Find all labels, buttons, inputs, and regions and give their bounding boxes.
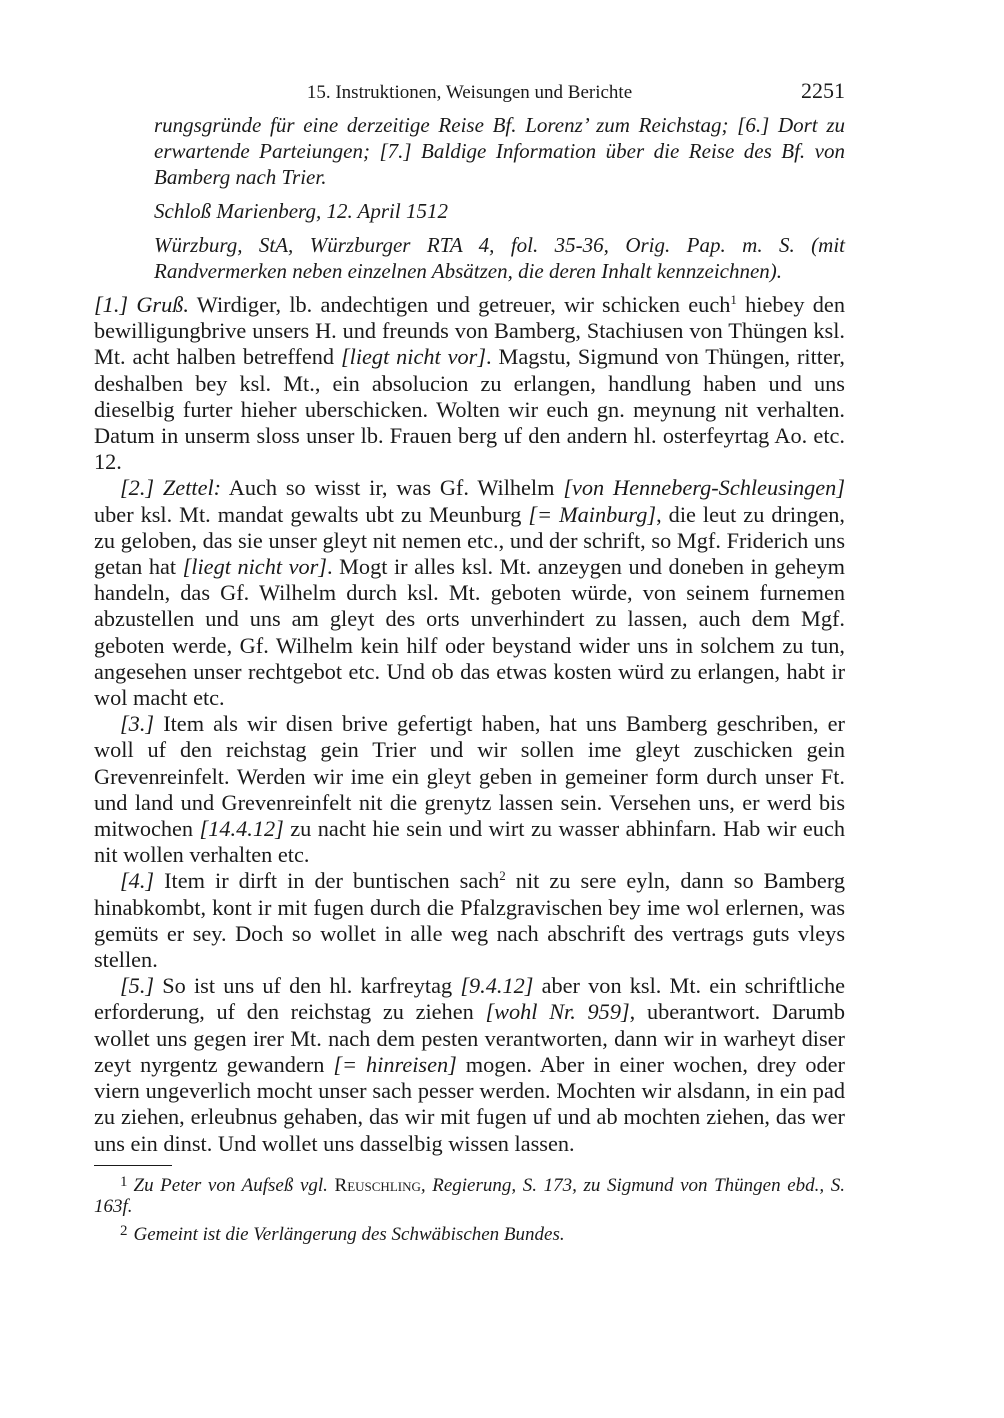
footnote-text: , Regierung, S. 173, zu Sigmund von Thüngen ebd., S. 163f. <box>94 1174 846 1217</box>
document-page <box>94 78 845 1249</box>
text-run: uber ksl. Mt. mandat gewalts ubt zu Meunburg <box>94 501 529 527</box>
text-run: nit zu sere eyln, dann so Bamberg hinabkombt, kont ir mit fugen durch die Pfalzgravischen bey ime wol erlernen, was gemüts er sey. Doch so wollet in alle weg nach abschrift des vertrags guts vleys stellen. <box>94 868 845 973</box>
paragraph-4 <box>94 868 845 973</box>
editorial-note: [= hinreisen] <box>333 1051 457 1077</box>
paragraph-2 <box>94 475 845 711</box>
footnote-text: Zu Peter von Aufseß vgl. <box>133 1174 335 1196</box>
paragraph-label: [3.] <box>120 711 155 737</box>
editorial-note: [von Henneberg-Schleusingen] <box>563 475 845 501</box>
editorial-note: [wohl Nr. 959] <box>485 999 630 1025</box>
footnote-ref[interactable]: 1 <box>730 292 737 307</box>
paragraph-1 <box>94 292 845 475</box>
place-date: Schloß Marienberg, 12. April 1512 <box>154 199 448 223</box>
editorial-note: [9.4.12] <box>460 973 534 999</box>
text-run: hiebey den bewilligungbrive unsers H. und freunds von Bamberg, Stachiusen von Thüngen ksl. Mt. acht halben betreffend <box>94 292 845 370</box>
editorial-note: [14.4.12] <box>199 816 284 842</box>
editorial-note: [= Mainburg] <box>528 501 657 527</box>
text-run: Auch so wisst ir, was Gf. Wilhelm <box>221 475 564 501</box>
page-header <box>94 78 845 112</box>
footnotes <box>94 1172 845 1245</box>
regest-block <box>154 112 845 284</box>
document-body <box>94 292 845 1157</box>
footnote-number: 2 <box>120 1222 128 1239</box>
text-run: So ist uns uf den hl. karfreytag <box>154 973 461 999</box>
text-run: Item ir dirft in der buntischen sach <box>154 868 500 894</box>
paragraph-3 <box>94 711 845 868</box>
paragraph-label: [4.] <box>120 868 155 894</box>
footnote-2 <box>94 1221 845 1245</box>
running-title: 15. Instruktionen, Weisungen und Berichte <box>306 82 633 103</box>
text-run: , die leut zu dringen, zu geloben, das sie unser gleyt nit nemen etc., und der schrift, so Mgf. Friderich uns getan hat <box>94 501 846 580</box>
footnote-divider <box>94 1165 172 1166</box>
paragraph-5 <box>94 973 845 1156</box>
text-run: aber von ksl. Mt. ein schriftliche erforderung, uf den reichstag zu ziehen <box>94 973 845 1025</box>
text-run: Item als wir disen brive gefertigt haben, hat uns Bamberg geschriben, er woll uf den reichstag gein Trier und wir sollen ime gleyt zuschicken gein Grevenreinfelt. Werden wir ime ein gleyt geben in gemeiner form durch unser Ft. und land und Grevenreinfelt nit die grenytz lassen sein. Versehen uns, er werd bis mitwochen <box>94 711 845 842</box>
editorial-note: [liegt nicht vor] <box>182 554 327 580</box>
text-run: mogen. Aber in einer wochen, drey oder viern ungeverlich mocht unser sach pesser werden. Mochten wir alsdann, in ein pad zu ziehen, erleubnus gehaben, das wir mit fugen uf und ab mochten ziehen, das wer uns ein dinst. Und wollet uns dasselbig wissen lassen. <box>94 1051 845 1156</box>
footnote-text: Gemeint ist die Verlängerung des Schwäbischen Bundes. <box>133 1223 565 1245</box>
footnote-ref[interactable]: 2 <box>499 868 506 884</box>
text-run: . Mogt ir alles ksl. Mt. anzeygen und doneben in geheym handeln, das Gf. Wilhelm durch ksl. Mt. geboten würde, von seinem furnemen abzustellen und uns am gleyt des orts unverhindert zu lassen, auch dem Mgf. geboten werde, Gf. Wilhelm kein hilf oder beystand wider uns in solchem zu tun, angesehen unser rechtgebot etc. Und ob das etwas kosten würd zu erlangen, habt ir wol macht etc. <box>94 554 846 711</box>
page-number: 2251 <box>801 78 845 103</box>
footnote-1 <box>94 1172 845 1217</box>
paragraph-label: [5.] <box>120 973 155 999</box>
paragraph-label: [2.] Zettel: <box>120 475 222 501</box>
editorial-note: [liegt nicht vor] <box>340 344 487 370</box>
paragraph-label: [1.] Gruß. <box>94 292 189 317</box>
text-run: , uberantwort. Darumb wollet uns gegen irer Mt. nach dem pesten verantworten, dann wir in warheyt diser zeyt nyrgentz gewandern <box>94 999 846 1077</box>
regest-summary: rungsgründe für eine derzeitige Reise Bf. Lorenz’ zum Reichstag; [6.] Dort zu erwartende Parteiungen; [7.] Baldige Information über die Reise des Bf. von Bamberg nach Trier. <box>154 113 845 189</box>
text-run: . Magstu, Sigmund von Thüngen, ritter, deshalben bey ksl. Mt., ein absolucion zu erlangen, handlung haben und uns dieselbig furter hieher uberschicken. Wolten wir euch gn. meynung nit verhalten. Datum in unserm sloss unser lb. Frauen berg uf den andern hl. osterfeyrtag Ao. etc. 12. <box>94 344 845 475</box>
source-note: Würzburg, StA, Würzburger RTA 4, fol. 35-36, Orig. Pap. m. S. (mit Randvermerken neben einzelnen Absätzen, die deren Inhalt kennzeichnen). <box>154 233 845 283</box>
author-name: Reuschling <box>334 1174 421 1196</box>
text-run: Wirdiger, lb. andechtigen und getreuer, wir schicken euch <box>188 292 731 317</box>
footnote-number: 1 <box>120 1173 128 1190</box>
text-run: zu nacht hie sein und wirt zu wasser abhinfarn. Hab wir euch nit wollen verhalten etc. <box>94 816 845 868</box>
